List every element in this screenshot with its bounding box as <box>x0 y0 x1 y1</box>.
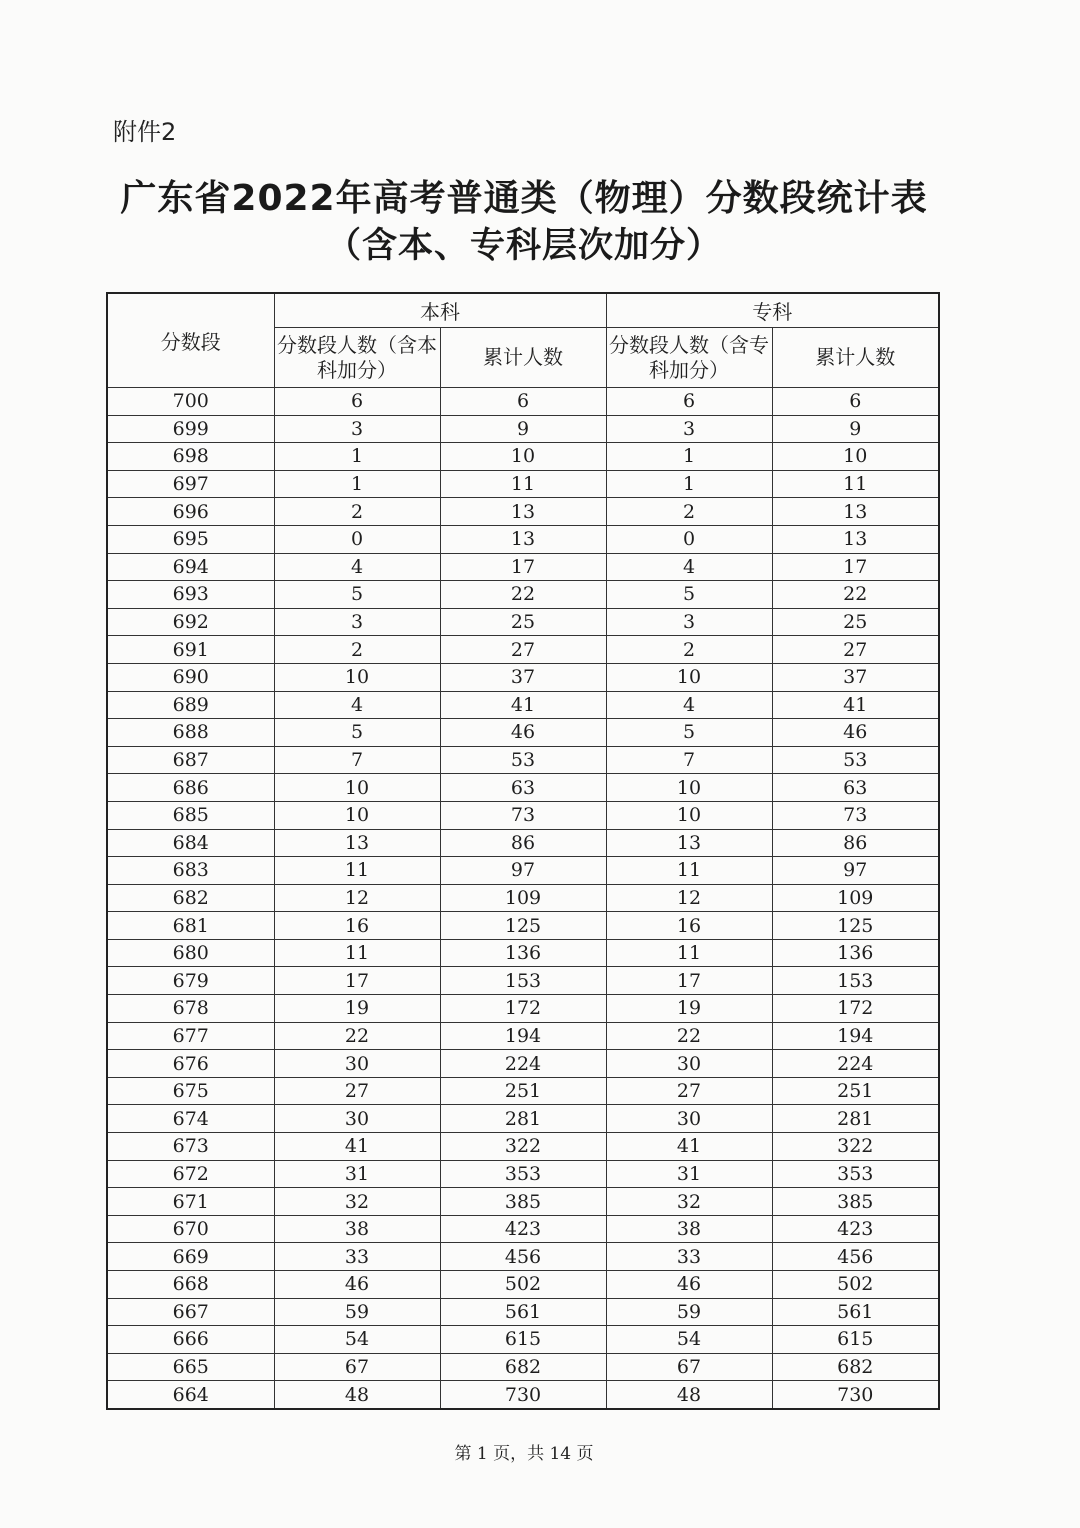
table-row <box>107 1022 939 1050</box>
cell-zhuanke-cumulative: 615 <box>772 1326 939 1354</box>
table-body <box>107 388 939 1409</box>
page-subtitle: （含本、专科层次加分） <box>325 226 722 266</box>
cell-zhuanke-cumulative: 41 <box>772 691 939 719</box>
table-row <box>107 581 939 609</box>
cell-zhuanke-count: 4 <box>606 691 772 719</box>
cell-benke-count: 10 <box>274 663 440 691</box>
header-zhuanke-count: 分数段人数（含专科加分） <box>606 328 772 388</box>
cell-zhuanke-count: 10 <box>606 801 772 829</box>
table-row <box>107 443 939 471</box>
cell-zhuanke-cumulative: 730 <box>772 1381 939 1409</box>
cell-score: 679 <box>107 967 274 995</box>
cell-zhuanke-count: 11 <box>606 939 772 967</box>
cell-zhuanke-cumulative: 10 <box>772 443 939 471</box>
cell-zhuanke-cumulative: 353 <box>772 1160 939 1188</box>
header-zhuanke-cumulative: 累计人数 <box>772 328 939 388</box>
table-row <box>107 774 939 802</box>
cell-benke-count: 1 <box>274 470 440 498</box>
table-row <box>107 1133 939 1161</box>
table-row <box>107 912 939 940</box>
cell-benke-count: 19 <box>274 995 440 1023</box>
cell-zhuanke-cumulative: 682 <box>772 1353 939 1381</box>
attachment-label: 附件2 <box>113 118 177 146</box>
cell-benke-cumulative: 11 <box>440 470 606 498</box>
cell-zhuanke-cumulative: 322 <box>772 1133 939 1161</box>
cell-score: 669 <box>107 1243 274 1271</box>
cell-score: 666 <box>107 1326 274 1354</box>
cell-score: 677 <box>107 1022 274 1050</box>
cell-benke-cumulative: 423 <box>440 1215 606 1243</box>
cell-zhuanke-cumulative: 281 <box>772 1105 939 1133</box>
cell-score: 664 <box>107 1381 274 1409</box>
table-row <box>107 801 939 829</box>
cell-zhuanke-cumulative: 456 <box>772 1243 939 1271</box>
cell-score: 693 <box>107 581 274 609</box>
cell-score: 681 <box>107 912 274 940</box>
cell-benke-cumulative: 251 <box>440 1077 606 1105</box>
cell-score: 687 <box>107 746 274 774</box>
cell-benke-count: 22 <box>274 1022 440 1050</box>
cell-score: 685 <box>107 801 274 829</box>
cell-zhuanke-cumulative: 73 <box>772 801 939 829</box>
cell-score: 689 <box>107 691 274 719</box>
cell-score: 691 <box>107 636 274 664</box>
cell-zhuanke-count: 2 <box>606 636 772 664</box>
cell-score: 674 <box>107 1105 274 1133</box>
table-row <box>107 967 939 995</box>
cell-score: 695 <box>107 525 274 553</box>
cell-zhuanke-count: 6 <box>606 388 772 416</box>
cell-benke-cumulative: 353 <box>440 1160 606 1188</box>
cell-score: 671 <box>107 1188 274 1216</box>
table-row <box>107 415 939 443</box>
table-row <box>107 995 939 1023</box>
cell-benke-cumulative: 86 <box>440 829 606 857</box>
cell-score: 688 <box>107 719 274 747</box>
cell-zhuanke-count: 22 <box>606 1022 772 1050</box>
cell-benke-cumulative: 22 <box>440 581 606 609</box>
cell-benke-count: 13 <box>274 829 440 857</box>
cell-score: 665 <box>107 1353 274 1381</box>
cell-zhuanke-count: 5 <box>606 581 772 609</box>
header-benke-count: 分数段人数（含本科加分） <box>274 328 440 388</box>
cell-benke-cumulative: 41 <box>440 691 606 719</box>
cell-zhuanke-cumulative: 153 <box>772 967 939 995</box>
cell-score: 683 <box>107 857 274 885</box>
cell-zhuanke-cumulative: 37 <box>772 663 939 691</box>
cell-benke-cumulative: 46 <box>440 719 606 747</box>
cell-zhuanke-count: 31 <box>606 1160 772 1188</box>
cell-score: 684 <box>107 829 274 857</box>
cell-score: 667 <box>107 1298 274 1326</box>
cell-benke-cumulative: 281 <box>440 1105 606 1133</box>
cell-benke-count: 48 <box>274 1381 440 1409</box>
cell-benke-count: 16 <box>274 912 440 940</box>
cell-score: 696 <box>107 498 274 526</box>
cell-benke-cumulative: 97 <box>440 857 606 885</box>
table-row <box>107 1353 939 1381</box>
table-row <box>107 1105 939 1133</box>
cell-benke-count: 30 <box>274 1050 440 1078</box>
table-row <box>107 1050 939 1078</box>
cell-zhuanke-count: 7 <box>606 746 772 774</box>
table-row <box>107 719 939 747</box>
cell-benke-cumulative: 109 <box>440 884 606 912</box>
cell-benke-count: 12 <box>274 884 440 912</box>
cell-score: 699 <box>107 415 274 443</box>
header-benke-cumulative: 累计人数 <box>440 328 606 388</box>
page-footer: 第 1 页，共 14 页 <box>454 1444 594 1464</box>
cell-benke-count: 10 <box>274 801 440 829</box>
cell-zhuanke-cumulative: 251 <box>772 1077 939 1105</box>
cell-benke-cumulative: 13 <box>440 525 606 553</box>
cell-zhuanke-cumulative: 53 <box>772 746 939 774</box>
header-score-band: 分数段 <box>107 293 274 388</box>
cell-zhuanke-count: 30 <box>606 1050 772 1078</box>
cell-benke-count: 32 <box>274 1188 440 1216</box>
cell-zhuanke-cumulative: 25 <box>772 608 939 636</box>
cell-benke-cumulative: 25 <box>440 608 606 636</box>
cell-benke-cumulative: 615 <box>440 1326 606 1354</box>
cell-zhuanke-count: 1 <box>606 470 772 498</box>
cell-benke-cumulative: 194 <box>440 1022 606 1050</box>
cell-zhuanke-count: 1 <box>606 443 772 471</box>
header-group-benke: 本科 <box>274 293 606 328</box>
score-distribution-table <box>106 292 940 1410</box>
cell-benke-count: 1 <box>274 443 440 471</box>
cell-score: 698 <box>107 443 274 471</box>
cell-zhuanke-cumulative: 17 <box>772 553 939 581</box>
cell-benke-cumulative: 730 <box>440 1381 606 1409</box>
cell-score: 680 <box>107 939 274 967</box>
cell-benke-cumulative: 37 <box>440 663 606 691</box>
cell-zhuanke-count: 2 <box>606 498 772 526</box>
cell-benke-cumulative: 322 <box>440 1133 606 1161</box>
cell-benke-cumulative: 385 <box>440 1188 606 1216</box>
cell-benke-count: 4 <box>274 553 440 581</box>
cell-benke-count: 46 <box>274 1271 440 1299</box>
cell-zhuanke-count: 32 <box>606 1188 772 1216</box>
cell-score: 700 <box>107 388 274 416</box>
cell-benke-count: 17 <box>274 967 440 995</box>
cell-benke-count: 2 <box>274 636 440 664</box>
table-row <box>107 1326 939 1354</box>
table-row <box>107 1188 939 1216</box>
table-row <box>107 746 939 774</box>
table-row <box>107 829 939 857</box>
cell-zhuanke-count: 67 <box>606 1353 772 1381</box>
cell-score: 697 <box>107 470 274 498</box>
cell-benke-cumulative: 73 <box>440 801 606 829</box>
cell-zhuanke-count: 10 <box>606 774 772 802</box>
cell-benke-count: 3 <box>274 608 440 636</box>
cell-zhuanke-cumulative: 125 <box>772 912 939 940</box>
table-row <box>107 939 939 967</box>
cell-benke-count: 5 <box>274 719 440 747</box>
cell-zhuanke-cumulative: 9 <box>772 415 939 443</box>
cell-zhuanke-count: 17 <box>606 967 772 995</box>
cell-zhuanke-cumulative: 502 <box>772 1271 939 1299</box>
cell-zhuanke-cumulative: 6 <box>772 388 939 416</box>
cell-zhuanke-count: 10 <box>606 663 772 691</box>
table-row <box>107 1160 939 1188</box>
cell-benke-count: 4 <box>274 691 440 719</box>
cell-benke-cumulative: 224 <box>440 1050 606 1078</box>
cell-zhuanke-cumulative: 109 <box>772 884 939 912</box>
cell-zhuanke-cumulative: 561 <box>772 1298 939 1326</box>
cell-benke-count: 2 <box>274 498 440 526</box>
cell-benke-cumulative: 17 <box>440 553 606 581</box>
cell-benke-cumulative: 63 <box>440 774 606 802</box>
cell-zhuanke-count: 3 <box>606 608 772 636</box>
table-row <box>107 553 939 581</box>
table-row <box>107 1243 939 1271</box>
table-row <box>107 498 939 526</box>
cell-benke-cumulative: 125 <box>440 912 606 940</box>
cell-benke-cumulative: 172 <box>440 995 606 1023</box>
cell-benke-cumulative: 456 <box>440 1243 606 1271</box>
table-row <box>107 1271 939 1299</box>
cell-score: 676 <box>107 1050 274 1078</box>
cell-zhuanke-cumulative: 27 <box>772 636 939 664</box>
cell-zhuanke-count: 0 <box>606 525 772 553</box>
table-row <box>107 857 939 885</box>
cell-benke-cumulative: 27 <box>440 636 606 664</box>
cell-zhuanke-cumulative: 194 <box>772 1022 939 1050</box>
table-row <box>107 884 939 912</box>
cell-zhuanke-count: 38 <box>606 1215 772 1243</box>
cell-benke-count: 0 <box>274 525 440 553</box>
cell-benke-cumulative: 153 <box>440 967 606 995</box>
cell-zhuanke-count: 13 <box>606 829 772 857</box>
cell-benke-count: 54 <box>274 1326 440 1354</box>
table-row <box>107 525 939 553</box>
cell-zhuanke-cumulative: 13 <box>772 498 939 526</box>
cell-zhuanke-cumulative: 136 <box>772 939 939 967</box>
cell-benke-cumulative: 502 <box>440 1271 606 1299</box>
cell-benke-count: 41 <box>274 1133 440 1161</box>
cell-benke-cumulative: 53 <box>440 746 606 774</box>
cell-benke-cumulative: 6 <box>440 388 606 416</box>
cell-benke-count: 11 <box>274 939 440 967</box>
cell-score: 694 <box>107 553 274 581</box>
cell-zhuanke-count: 33 <box>606 1243 772 1271</box>
cell-score: 682 <box>107 884 274 912</box>
cell-benke-count: 33 <box>274 1243 440 1271</box>
cell-zhuanke-count: 19 <box>606 995 772 1023</box>
cell-zhuanke-cumulative: 22 <box>772 581 939 609</box>
cell-benke-cumulative: 10 <box>440 443 606 471</box>
cell-benke-cumulative: 13 <box>440 498 606 526</box>
cell-zhuanke-cumulative: 46 <box>772 719 939 747</box>
cell-benke-count: 30 <box>274 1105 440 1133</box>
cell-score: 690 <box>107 663 274 691</box>
cell-score: 670 <box>107 1215 274 1243</box>
cell-score: 692 <box>107 608 274 636</box>
cell-benke-cumulative: 682 <box>440 1353 606 1381</box>
cell-benke-count: 5 <box>274 581 440 609</box>
cell-benke-count: 7 <box>274 746 440 774</box>
cell-zhuanke-cumulative: 423 <box>772 1215 939 1243</box>
cell-benke-count: 38 <box>274 1215 440 1243</box>
cell-zhuanke-cumulative: 11 <box>772 470 939 498</box>
table-row <box>107 470 939 498</box>
cell-benke-count: 3 <box>274 415 440 443</box>
cell-zhuanke-cumulative: 224 <box>772 1050 939 1078</box>
cell-benke-cumulative: 9 <box>440 415 606 443</box>
cell-score: 678 <box>107 995 274 1023</box>
cell-zhuanke-count: 4 <box>606 553 772 581</box>
cell-zhuanke-cumulative: 97 <box>772 857 939 885</box>
cell-zhuanke-count: 27 <box>606 1077 772 1105</box>
header-group-zhuanke: 专科 <box>606 293 939 328</box>
cell-zhuanke-count: 59 <box>606 1298 772 1326</box>
cell-zhuanke-count: 3 <box>606 415 772 443</box>
table-row <box>107 691 939 719</box>
cell-score: 668 <box>107 1271 274 1299</box>
cell-benke-count: 6 <box>274 388 440 416</box>
table-row <box>107 636 939 664</box>
cell-benke-count: 10 <box>274 774 440 802</box>
cell-benke-count: 27 <box>274 1077 440 1105</box>
cell-benke-count: 59 <box>274 1298 440 1326</box>
cell-score: 686 <box>107 774 274 802</box>
table-row <box>107 663 939 691</box>
cell-score: 673 <box>107 1133 274 1161</box>
cell-zhuanke-count: 54 <box>606 1326 772 1354</box>
cell-zhuanke-cumulative: 172 <box>772 995 939 1023</box>
cell-score: 675 <box>107 1077 274 1105</box>
table-row <box>107 388 939 416</box>
cell-zhuanke-cumulative: 63 <box>772 774 939 802</box>
cell-zhuanke-count: 41 <box>606 1133 772 1161</box>
cell-zhuanke-count: 48 <box>606 1381 772 1409</box>
table-row <box>107 1077 939 1105</box>
cell-zhuanke-count: 5 <box>606 719 772 747</box>
cell-benke-cumulative: 136 <box>440 939 606 967</box>
table-row <box>107 608 939 636</box>
cell-benke-count: 67 <box>274 1353 440 1381</box>
cell-zhuanke-count: 30 <box>606 1105 772 1133</box>
cell-zhuanke-cumulative: 385 <box>772 1188 939 1216</box>
cell-zhuanke-cumulative: 86 <box>772 829 939 857</box>
cell-score: 672 <box>107 1160 274 1188</box>
cell-zhuanke-count: 46 <box>606 1271 772 1299</box>
cell-zhuanke-count: 16 <box>606 912 772 940</box>
table-row <box>107 1381 939 1409</box>
cell-benke-count: 11 <box>274 857 440 885</box>
cell-zhuanke-cumulative: 13 <box>772 525 939 553</box>
cell-benke-count: 31 <box>274 1160 440 1188</box>
table-row <box>107 1215 939 1243</box>
cell-zhuanke-count: 11 <box>606 857 772 885</box>
cell-zhuanke-count: 12 <box>606 884 772 912</box>
cell-benke-cumulative: 561 <box>440 1298 606 1326</box>
page-title: 广东省2022年高考普通类（物理）分数段统计表 <box>120 178 928 219</box>
table-row <box>107 1298 939 1326</box>
